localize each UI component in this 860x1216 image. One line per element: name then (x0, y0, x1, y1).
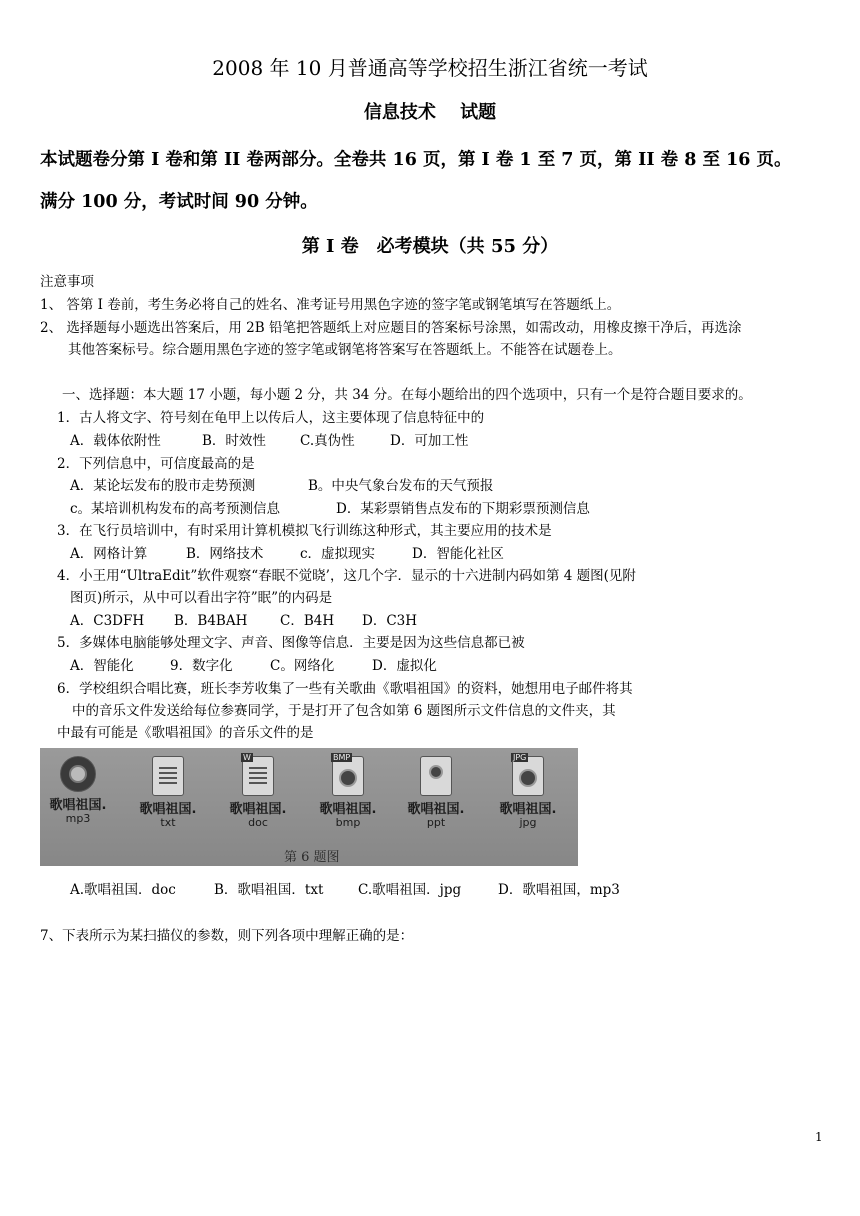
note-2-cont: 其他答案标号。综合题用黑色字迹的签字笔或钢笔将答案写在答题纸上。不能答在试题卷上。 (68, 342, 622, 358)
word-document-icon: W (242, 756, 274, 796)
note-2: 2、 选择题每小题选出答案后，用 2B 铅笔把答题纸上对应题目的答案标号涂黑，如需改动，用橡皮擦干净后，再选涂 (40, 320, 742, 336)
option: D．某彩票销售点发布的下期彩票预测信息 (336, 501, 590, 517)
exam-subtitle: 信息技术 试题 (363, 102, 497, 123)
media-player-icon (60, 756, 96, 792)
question-6-options (70, 878, 620, 898)
section-heading: 一、选择题：本大题 17 小题，每小题 2 分，共 34 分。在每小题给出的四个选项中，只有一个是符合题目要求的。 (62, 387, 752, 403)
figure-6-file-icons (40, 748, 578, 866)
option: D．C3H (362, 613, 418, 629)
option: A．智能化 (70, 658, 134, 674)
option: D．歌唱祖国，mp3 (498, 882, 620, 898)
option: A．网格计算 (70, 546, 148, 562)
exam-title: 2008 年 10 月普通高等学校招生浙江省统一考试 (212, 56, 648, 80)
option: B．歌唱祖国．txt (214, 882, 324, 898)
option: A．C3DFH (70, 613, 145, 629)
question-1: 1．古人将文字、符号刻在龟甲上以传后人，这主要体现了信息特征中的 (57, 410, 485, 426)
question-4: 4．小王用“UltraEdit”软件观察“春眠不觉晓’，这几个字．显示的十六进制内码如第 4 题图(见附 (57, 568, 636, 584)
notes-title: 注意事项 (40, 274, 94, 290)
option: B。中央气象台发布的天气预报 (308, 478, 494, 494)
question-6-cont-1: 中的音乐文件发送给每位参赛同学，于是打开了包含如第 6 题图所示文件信息的文件夹，其 (72, 703, 616, 719)
option: D．可加工性 (390, 433, 469, 449)
file-bmp: BMP 歌唱祖国. bmp (319, 753, 377, 829)
option: c。某培训机构发布的高考预测信息 (70, 501, 281, 517)
intro-line-2: 满分 100 分，考试时间 90 分钟。 (40, 192, 318, 212)
jpeg-image-icon: JPG (512, 756, 544, 796)
file-ppt: 歌唱祖国. ppt (400, 756, 472, 829)
text-file-icon (152, 756, 184, 796)
option: c．虚拟现实 (300, 546, 376, 562)
question-3-options (70, 542, 504, 562)
option: D．虚拟化 (372, 658, 437, 674)
option: C。网络化 (270, 658, 335, 674)
intro-line-1: 本试题卷分第 I 卷和第 II 卷两部分。全卷共 16 页，第 I 卷 1 至 7 页，第 II 卷 8 至 16 页。 (40, 150, 792, 170)
option: 9．数字化 (170, 658, 233, 674)
question-4-cont: 图页)所示，从中可以看出字符”眠”的内码是 (70, 590, 333, 606)
question-2-options-a (70, 474, 493, 494)
bitmap-image-icon: BMP (332, 756, 364, 796)
file-mp3: 歌唱祖国. mp3 (42, 756, 114, 825)
option: C.真伪性 (300, 433, 355, 449)
page-number: 1 (815, 1130, 823, 1144)
question-3: 3．在飞行员培训中，有时采用计算机模拟飞行训练这种形式，其主要应用的技术是 (57, 523, 552, 539)
question-4-options (70, 609, 417, 629)
question-5-options (70, 654, 437, 674)
part-heading: 第 I 卷 必考模块（共 55 分） (301, 236, 559, 257)
file-doc: W 歌唱祖国. doc (229, 753, 287, 829)
question-2: 2．下列信息中，可信度最高的是 (57, 456, 255, 472)
option: C．B4H (280, 613, 335, 629)
file-txt: 歌唱祖国. txt (132, 756, 204, 829)
option: A.歌唱祖国．doc (70, 882, 176, 898)
question-6: 6．学校组织合唱比赛，班长李芳收集了一些有关歌曲《歌唱祖国》的资料，她想用电子邮件将其 (57, 681, 633, 697)
question-2-options-b (70, 497, 590, 517)
option: B．时效性 (202, 433, 266, 449)
option: B．B4BAH (174, 613, 248, 629)
presentation-file-icon (420, 756, 452, 796)
file-jpg: JPG 歌唱祖国. jpg (499, 753, 557, 829)
option: A．载体依附性 (70, 433, 161, 449)
question-6-cont-2: 中最有可能是《歌唱祖国》的音乐文件的是 (57, 725, 314, 741)
note-1: 1、 答第 I 卷前，考生务必将自己的姓名、准考证号用黑色字迹的签字笔或钢笔填写在答题纸上。 (40, 297, 621, 313)
question-7: 7、下表所示为某扫描仪的参数，则下列各项中理解正确的是： (40, 928, 414, 944)
option: B．网络技术 (186, 546, 264, 562)
figure-caption: 第 6 题图 (284, 850, 340, 865)
question-1-options (70, 429, 468, 449)
option: D．智能化社区 (412, 546, 504, 562)
option: A．某论坛发布的股市走势预测 (70, 478, 256, 494)
question-5: 5．多媒体电脑能够处理文字、声音、图像等信息．主要是因为这些信息都已被 (57, 635, 525, 651)
option: C.歌唱祖国．jpg (358, 882, 462, 898)
